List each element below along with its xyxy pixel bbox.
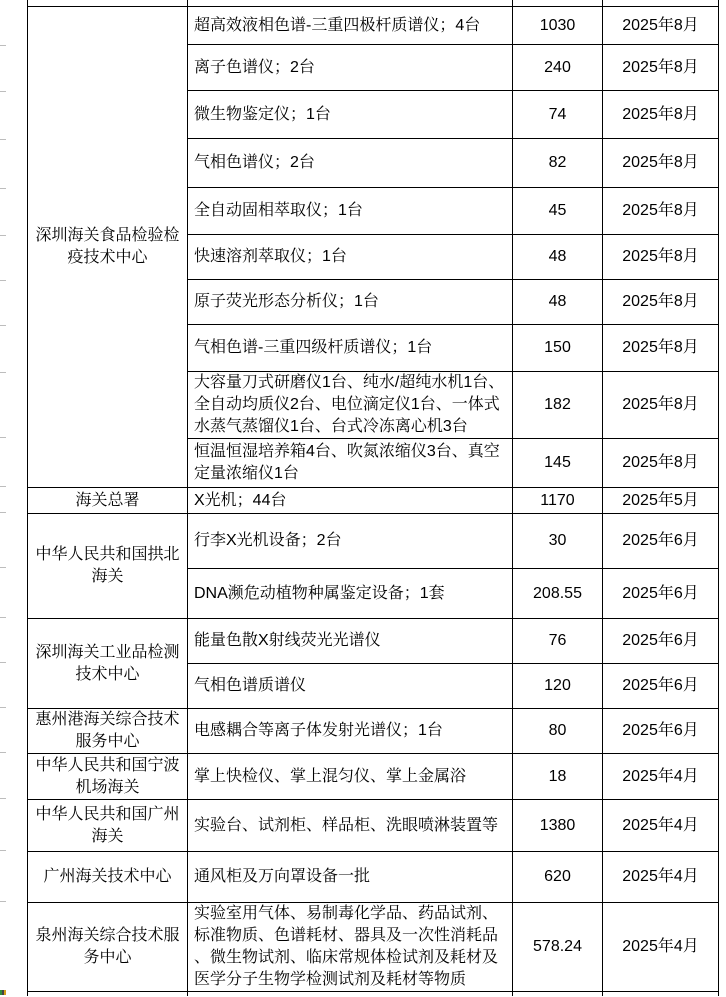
- procurement-table: [27, 0, 719, 996]
- equipment-cell: DNA濒危动植物种属鉴定设备；1套: [188, 569, 513, 619]
- table-row: [28, 903, 719, 992]
- left-margin-tick: [0, 901, 6, 902]
- org-cell: 中华人民共和国宁波机场海关: [28, 754, 188, 800]
- left-margin-tick: [0, 512, 6, 513]
- equipment-cell: 能量色散X射线荧光光谱仪: [188, 619, 513, 664]
- bottom-partial-row: [28, 992, 719, 997]
- table-row: [28, 754, 719, 800]
- amount-cell: 150: [513, 325, 603, 372]
- table-row: [28, 619, 719, 664]
- left-margin-tick: [0, 45, 6, 46]
- org-cell: 广州海关技术中心: [28, 852, 188, 903]
- equipment-cell: 气相色谱质谱仪: [188, 664, 513, 709]
- org-cell: 海关总署: [28, 488, 188, 514]
- org-cell: 深圳海关工业品检测技术中心: [28, 619, 188, 709]
- equipment-cell: 电感耦合等离子体发射光谱仪；1台: [188, 709, 513, 754]
- date-cell: 2025年6月: [603, 664, 719, 709]
- amount-cell: 1170: [513, 488, 603, 514]
- left-margin-tick: [0, 235, 6, 236]
- amount-cell: 82: [513, 139, 603, 188]
- date-cell: 2025年8月: [603, 325, 719, 372]
- equipment-cell: 超高效液相色谱-三重四极杆质谱仪；4台: [188, 7, 513, 45]
- left-margin-tick: [0, 617, 6, 618]
- amount-cell: 45: [513, 188, 603, 235]
- org-cell: 中华人民共和国广州海关: [28, 800, 188, 852]
- date-cell: 2025年8月: [603, 372, 719, 439]
- amount-cell: 120: [513, 664, 603, 709]
- date-cell: 2025年8月: [603, 7, 719, 45]
- equipment-cell: 气相色谱仪；2台: [188, 139, 513, 188]
- amount-cell: 48: [513, 280, 603, 325]
- left-margin-tick: [0, 567, 6, 568]
- left-margin-tick: [0, 188, 6, 189]
- equipment-cell: 离子色谱仪；2台: [188, 45, 513, 91]
- equipment-cell: 通风柜及万向罩设备一批: [188, 852, 513, 903]
- org-cell: 泉州海关综合技术服务中心: [28, 903, 188, 992]
- table-row: [28, 514, 719, 569]
- date-cell: 2025年6月: [603, 569, 719, 619]
- date-cell: 2025年8月: [603, 91, 719, 139]
- left-margin-tick: [0, 437, 6, 438]
- date-cell: 2025年4月: [603, 754, 719, 800]
- amount-cell: 76: [513, 619, 603, 664]
- left-margin-tick: [0, 752, 6, 753]
- left-margin-tick: [0, 798, 6, 799]
- date-cell: 2025年8月: [603, 235, 719, 280]
- amount-cell: 240: [513, 45, 603, 91]
- left-margin-tick: [0, 486, 6, 487]
- table-row: [28, 488, 719, 514]
- org-cell: 中华人民共和国拱北海关: [28, 514, 188, 619]
- left-margin-tick: [0, 662, 6, 663]
- partial-cell: [513, 992, 603, 997]
- amount-cell: 1380: [513, 800, 603, 852]
- equipment-cell: 原子荧光形态分析仪；1台: [188, 280, 513, 325]
- date-cell: 2025年6月: [603, 514, 719, 569]
- equipment-cell: 大容量刀式研磨仪1台、纯水/超纯水机1台、全自动均质仪2台、电位滴定仪1台、一体式水蒸气蒸馏仪1台、台式冷冻离心机3台: [188, 372, 513, 439]
- org-cell: 深圳海关食品检验检疫技术中心: [28, 7, 188, 488]
- equipment-cell: 行李X光机设备；2台: [188, 514, 513, 569]
- left-margin-tick: [0, 850, 6, 851]
- amount-cell: 620: [513, 852, 603, 903]
- left-margin-tick: [0, 91, 6, 92]
- amount-cell: 145: [513, 439, 603, 488]
- date-cell: 2025年8月: [603, 188, 719, 235]
- date-cell: 2025年4月: [603, 800, 719, 852]
- amount-cell: 182: [513, 372, 603, 439]
- amount-cell: 30: [513, 514, 603, 569]
- amount-cell: 578.24: [513, 903, 603, 992]
- date-cell: 2025年6月: [603, 709, 719, 754]
- partial-cell: [28, 992, 188, 997]
- partial-cell: [188, 992, 513, 997]
- left-margin-tick: [0, 139, 6, 140]
- date-cell: 2025年5月: [603, 488, 719, 514]
- equipment-cell: 实验台、试剂柜、样品柜、洗眼喷淋装置等: [188, 800, 513, 852]
- date-cell: 2025年8月: [603, 139, 719, 188]
- equipment-cell: 气相色谱-三重四级杆质谱仪；1台: [188, 325, 513, 372]
- left-margin-tick: [0, 372, 6, 373]
- equipment-cell: X光机；44台: [188, 488, 513, 514]
- amount-cell: 18: [513, 754, 603, 800]
- table-row: [28, 852, 719, 903]
- amount-cell: 208.55: [513, 569, 603, 619]
- amount-cell: 48: [513, 235, 603, 280]
- screen-artifact-pixel: [4, 990, 6, 995]
- amount-cell: 1030: [513, 7, 603, 45]
- equipment-cell: 全自动固相萃取仪；1台: [188, 188, 513, 235]
- equipment-cell: 掌上快检仪、掌上混匀仪、掌上金属浴: [188, 754, 513, 800]
- left-margin-tick: [0, 707, 6, 708]
- date-cell: 2025年4月: [603, 852, 719, 903]
- equipment-cell: 恒温恒湿培养箱4台、吹氮浓缩仪3台、真空定量浓缩仪1台: [188, 439, 513, 488]
- left-margin-tick: [0, 325, 6, 326]
- procurement-table-body: [28, 0, 719, 996]
- amount-cell: 74: [513, 91, 603, 139]
- org-cell: 惠州港海关综合技术服务中心: [28, 709, 188, 754]
- equipment-cell: 快速溶剂萃取仪；1台: [188, 235, 513, 280]
- amount-cell: 80: [513, 709, 603, 754]
- table-row: [28, 709, 719, 754]
- date-cell: 2025年6月: [603, 619, 719, 664]
- date-cell: 2025年8月: [603, 45, 719, 91]
- left-margin-tick: [0, 280, 6, 281]
- table-row: [28, 800, 719, 852]
- date-cell: 2025年4月: [603, 903, 719, 992]
- date-cell: 2025年8月: [603, 280, 719, 325]
- equipment-cell: 微生物鉴定仪；1台: [188, 91, 513, 139]
- table-row: [28, 7, 719, 45]
- screen-artifact: [0, 990, 7, 995]
- date-cell: 2025年8月: [603, 439, 719, 488]
- equipment-cell: 实验室用气体、易制毒化学品、药品试剂、标准物质、色谱耗材、器具及一次性消耗品、微生物试剂、临床常规体检试剂及耗材及医学分子生物学检测试剂及耗材等物质: [188, 903, 513, 992]
- partial-cell: [603, 992, 719, 997]
